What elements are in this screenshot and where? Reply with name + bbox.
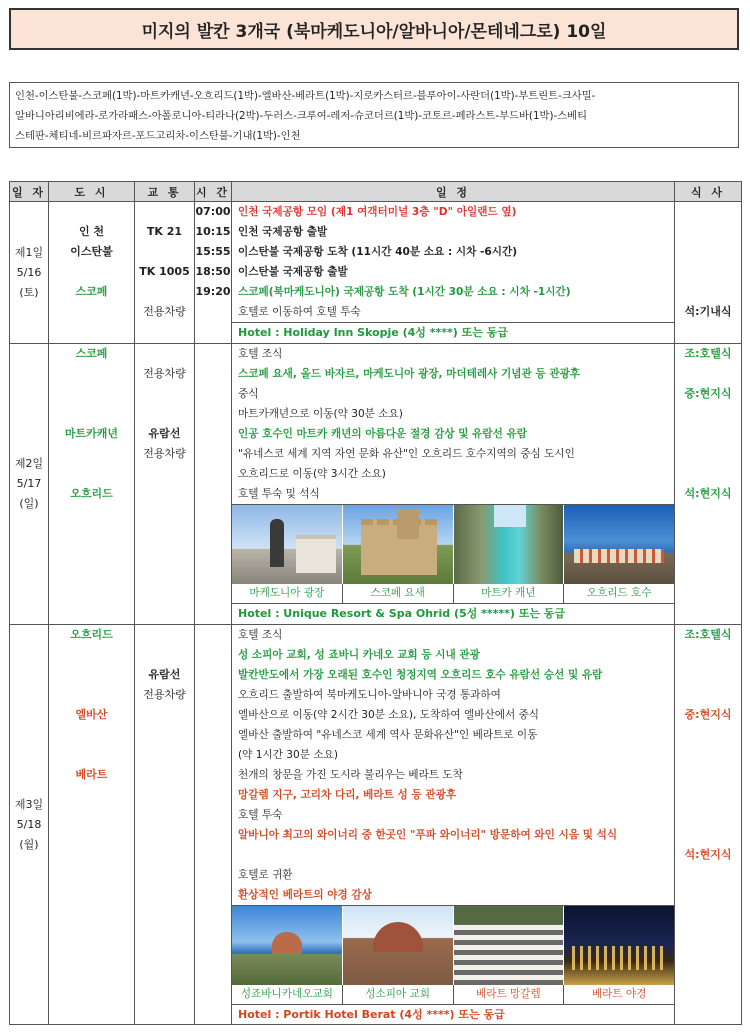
transport-entry: 전용차량	[143, 367, 186, 380]
hotel-info: Hotel : Portik Hotel Berat (4성 ****) 또는 동급	[232, 1004, 674, 1024]
photo-caption: 마트카 캐년	[454, 584, 565, 603]
meal-entry	[675, 364, 741, 384]
schedule-item: 스코페 요새, 올드 바자르, 마케도니아 광장, 마더테레사 기념관 등 관광후	[238, 368, 581, 380]
city-entry: 인 천	[78, 225, 105, 238]
meal-entry	[675, 645, 741, 665]
city-entry	[49, 444, 134, 464]
city-entry: 오흐리드	[70, 487, 113, 500]
day-number: 제1일	[14, 245, 44, 259]
day-weekday: (토)	[19, 285, 39, 299]
itinerary-title: 미지의 발칸 3개국 (북마케도니아/알바니아/몬테네그로) 10일	[9, 8, 739, 50]
schedule-item: 오흐리드로 이동(약 3시간 소요)	[238, 468, 386, 480]
schedule-item: 알바니아 최고의 와이너리 중 한곳인 "푸파 와이너리" 방문하여 와인 시음 및 석식	[238, 829, 618, 841]
transport-entry: 전용차량	[143, 305, 186, 318]
city-entry	[49, 685, 134, 705]
header-schedule: 일 정	[232, 182, 675, 202]
photo-caption: 마케도니아 광장	[232, 584, 343, 603]
meal-entry	[675, 262, 741, 282]
time-entry: 18:50	[195, 265, 231, 278]
meal-entry	[675, 282, 741, 302]
transport-column	[135, 625, 195, 1025]
time-entry	[195, 302, 231, 322]
meal-entry	[675, 202, 741, 222]
city-entry	[49, 384, 134, 404]
day-row-2	[10, 344, 742, 625]
city-entry	[49, 364, 134, 384]
meal-column	[675, 625, 742, 1025]
ohrid-lake-photo	[564, 505, 674, 584]
meal-entry	[675, 805, 741, 825]
city-entry	[49, 262, 134, 282]
schedule-column	[232, 625, 675, 1025]
schedule-item: 천개의 창문을 가진 도시라 불리우는 베라트 도착	[238, 769, 463, 781]
meal-entry	[675, 785, 741, 805]
schedule-item: 이스탄불 국제공항 출발	[238, 266, 348, 278]
meal-entry: 석:현지식	[684, 848, 732, 861]
time-column	[195, 344, 232, 625]
transport-entry: 유람선	[148, 427, 181, 440]
time-entry: 07:00	[195, 205, 231, 218]
schedule-item: "유네스코 세계 지역 자연 문화 유산"인 오흐리드 호수지역의 중심 도시인	[238, 448, 575, 460]
header-transport: 교 통	[135, 182, 195, 202]
schedule-item: 발칸반도에서 가장 오래된 호수인 청정지역 오흐리드 호수 유람선 승선 및 유람	[238, 669, 603, 681]
day-row-1	[10, 202, 742, 344]
schedule-item: 인천 국제공항 모임 (제1 여객터미널 3층 "D" 아일랜드 옆)	[238, 206, 517, 218]
transport-entry: 전용차량	[143, 447, 186, 460]
day-date: 5/17	[16, 477, 42, 490]
meal-entry	[675, 464, 741, 484]
hotel-info: Hotel : Holiday Inn Skopje (4성 ****) 또는 동급	[232, 322, 674, 342]
city-entry	[49, 202, 134, 222]
meal-entry	[675, 665, 741, 685]
meal-entry	[675, 242, 741, 262]
photo-captions	[232, 985, 674, 1004]
meal-entry: 석:현지식	[684, 487, 732, 500]
photo-caption: 스코페 요새	[343, 584, 454, 603]
city-entry: 이스탄불	[70, 245, 113, 258]
matka-canyon-photo	[454, 505, 565, 584]
photo-caption: 성소피아 교회	[343, 985, 454, 1004]
schedule-item: 인천 국제공항 출발	[238, 226, 328, 238]
meal-entry	[675, 745, 741, 765]
city-entry: 오흐리드	[70, 628, 113, 641]
photo-caption: 베라트 망갈렘	[454, 985, 565, 1004]
schedule-item: 스코페(북마케도니아) 국제공항 도착 (1시간 30분 소요 : 시차 -1시간)	[238, 286, 571, 298]
transport-entry: TK 21	[146, 225, 183, 238]
schedule-item: 호텔로 이동하여 호텔 투숙	[238, 306, 361, 318]
schedule-item: 호텔 조식	[238, 629, 283, 641]
transport-entry: 전용차량	[143, 688, 186, 701]
photo-strip	[232, 905, 674, 985]
route-summary	[9, 82, 739, 148]
photo-caption: 오흐리드 호수	[586, 587, 652, 599]
berat-mangalem-photo	[454, 906, 565, 985]
schedule-column	[232, 344, 675, 625]
meal-entry: 중:현지식	[684, 708, 732, 721]
photo-caption: 성죠바니카네오교회	[232, 985, 343, 1004]
day-label	[10, 344, 49, 625]
schedule-item: 엘바산으로 이동(약 2시간 30분 소요), 도착하여 엘바산에서 중식	[238, 709, 540, 721]
day-date: 5/16	[16, 265, 42, 279]
city-column	[49, 202, 135, 344]
schedule-item: 인공 호수인 마트카 캐년의 아름다운 절경 감상 및 유람선 유람	[238, 428, 528, 440]
header-time: 시 간	[195, 182, 232, 202]
city-entry: 마트카캐년	[64, 427, 119, 440]
schedule-item: (약 1시간 30분 소요)	[238, 749, 338, 761]
sophia-church-photo	[343, 906, 454, 985]
meal-entry	[675, 222, 741, 242]
city-entry	[49, 464, 134, 484]
schedule-item: 오흐리드 출발하여 북마케도니아-알바니아 국경 통과하여	[238, 689, 501, 701]
meal-entry	[675, 825, 741, 845]
city-entry	[49, 725, 134, 745]
schedule-item: 성 소피아 교회, 성 죠바니 카네오 교회 등 시내 관광	[238, 649, 480, 661]
time-entry: 15:55	[195, 245, 231, 258]
transport-entry	[135, 202, 194, 222]
transport-entry	[135, 282, 194, 302]
photo-strip	[232, 504, 674, 584]
city-column	[49, 344, 135, 625]
photo-caption: 베라트 야경	[591, 988, 647, 1000]
macedonia-square-photo	[232, 505, 343, 584]
meal-column	[675, 344, 742, 625]
transport-entry	[135, 404, 194, 424]
time-column	[195, 202, 232, 344]
header-meal: 식 사	[675, 182, 742, 202]
meal-entry: 조:호텔식	[684, 347, 732, 360]
transport-entry	[135, 344, 194, 364]
city-entry	[49, 645, 134, 665]
header-city: 도 시	[49, 182, 135, 202]
schedule-item: 망갈렘 지구, 고리차 다리, 베라트 성 등 관광후	[238, 789, 457, 801]
day-date: 5/18	[16, 817, 42, 831]
photo-captions	[232, 584, 674, 603]
day-label	[10, 202, 49, 344]
schedule-item: 이스탄불 국제공항 도착 (11시간 40분 소요 : 시차 -6시간)	[238, 246, 518, 258]
transport-column	[135, 202, 195, 344]
transport-entry	[135, 384, 194, 404]
transport-column	[135, 344, 195, 625]
meal-column	[675, 202, 742, 344]
time-entry: 10:15	[195, 225, 231, 238]
meal-entry: 석:기내식	[684, 305, 732, 318]
route-line: 알바니아리비에라-로가라패스-아폴로니아-티라나(2박)-두러스-크루여-레저-슈코더르(1박)-코토르-페라스트-부드바(1박)-스베티	[15, 110, 588, 122]
itinerary-table	[9, 181, 742, 1025]
transport-entry	[135, 625, 194, 645]
berat-night-photo	[564, 906, 674, 985]
meal-entry	[675, 444, 741, 464]
meal-entry: 조:호텔식	[684, 628, 732, 641]
schedule-item: 호텔로 귀환	[238, 869, 293, 881]
day-row-3	[10, 625, 742, 1025]
meal-entry	[675, 424, 741, 444]
city-entry: 스코페	[75, 285, 108, 298]
city-entry: 엘바산	[75, 708, 108, 721]
day-label	[10, 625, 49, 1025]
transport-entry	[135, 645, 194, 665]
city-entry	[49, 665, 134, 685]
transport-entry: 유람선	[148, 668, 181, 681]
meal-entry: 중:현지식	[684, 387, 732, 400]
day-number: 제2일	[14, 457, 44, 470]
hotel-info: Hotel : Unique Resort & Spa Ohrid (5성 *****) 또는 동급	[232, 603, 674, 623]
schedule-item: 엘바산 출발하여 "유네스코 세계 역사 문화유산"인 베라트로 이동	[238, 729, 538, 741]
schedule-item: 호텔 조식	[238, 348, 283, 360]
time-column	[195, 625, 232, 1025]
meal-entry	[675, 685, 741, 705]
day-weekday: (일)	[19, 497, 39, 510]
city-entry: 베라트	[75, 768, 108, 781]
meal-entry	[675, 725, 741, 745]
meal-entry	[675, 765, 741, 785]
schedule-item: 중식	[238, 388, 259, 400]
city-entry	[49, 745, 134, 765]
route-line: 스테판-체티네-비르파자르-포드고리차-이스탄불-기내(1박)-인천	[15, 130, 301, 142]
day-weekday: (월)	[19, 837, 39, 851]
schedule-item: 호텔 투숙 및 석식	[238, 488, 320, 500]
schedule-item: 호텔 투숙	[238, 809, 283, 821]
city-entry	[49, 404, 134, 424]
day-number: 제3일	[14, 797, 44, 811]
schedule-column	[232, 202, 675, 344]
city-entry	[49, 302, 134, 322]
city-entry: 스코페	[75, 347, 108, 360]
city-column	[49, 625, 135, 1025]
skopje-fortress-photo	[343, 505, 454, 584]
transport-entry	[135, 242, 194, 262]
transport-entry: TK 1005	[139, 265, 190, 278]
schedule-item: 마트카캐년으로 이동(약 30분 소요)	[238, 408, 403, 420]
route-line: 인천-이스탄불-스코페(1박)-마트카캐년-오흐리드(1박)-엘바산-베라트(1박)-지로카스터르-블루아이-사란더(1박)-부트린트-크사밀-	[15, 90, 596, 102]
kaneo-church-photo	[232, 906, 343, 985]
time-entry: 19:20	[195, 285, 231, 298]
meal-entry	[675, 404, 741, 424]
header-day: 일 자	[10, 182, 49, 202]
schedule-item: 환상적인 베라트의 야경 감상	[238, 889, 372, 901]
